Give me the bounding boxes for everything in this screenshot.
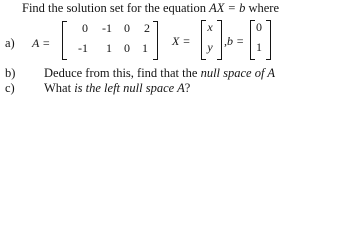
matrix-a-cell: 0 (124, 21, 130, 35)
vector-x-name: X = (172, 34, 191, 48)
vector-x-right-bracket (217, 20, 222, 60)
matrix-a-name: A = (32, 36, 51, 50)
vector-b-right-bracket (266, 20, 271, 60)
item-b-emphasis: null space (200, 66, 252, 80)
item-c-label: c) (5, 81, 15, 95)
matrix-a-cell: 1 (142, 41, 148, 55)
matrix-a-cell: 0 (82, 21, 88, 35)
matrix-a-cell: 0 (124, 41, 130, 55)
matrix-a-cell: 1 (106, 41, 112, 55)
vector-b-entry: 1 (256, 40, 262, 54)
vector-b-entry: 0 (256, 20, 262, 34)
item-a-label: a) (5, 36, 15, 50)
item-c-text-before: What (44, 81, 75, 95)
vector-x-entry: y (207, 40, 213, 54)
question-header (22, 1, 279, 16)
matrix-a-cell: 2 (144, 21, 150, 35)
item-b-text (44, 66, 275, 81)
item-b-text-after: of A (251, 66, 275, 80)
matrix-a-cell: -1 (78, 41, 88, 55)
matrix-a-cell: -1 (102, 21, 112, 35)
item-b-text-before: Deduce from this, find that the (44, 66, 201, 80)
item-b-label: b) (5, 66, 16, 80)
item-c-emphasis: is the left null space A (74, 81, 185, 95)
item-c-text (44, 81, 190, 96)
header-text-before: Find the solution set for the equation (22, 1, 210, 15)
header-text-after: where (245, 1, 280, 15)
matrix-a-right-bracket (153, 21, 158, 60)
vector-x-entry: x (207, 20, 213, 34)
header-equation: AX = b (209, 1, 246, 15)
item-c-text-after: ? (184, 81, 191, 95)
vector-b-name: ,b = (224, 34, 245, 48)
